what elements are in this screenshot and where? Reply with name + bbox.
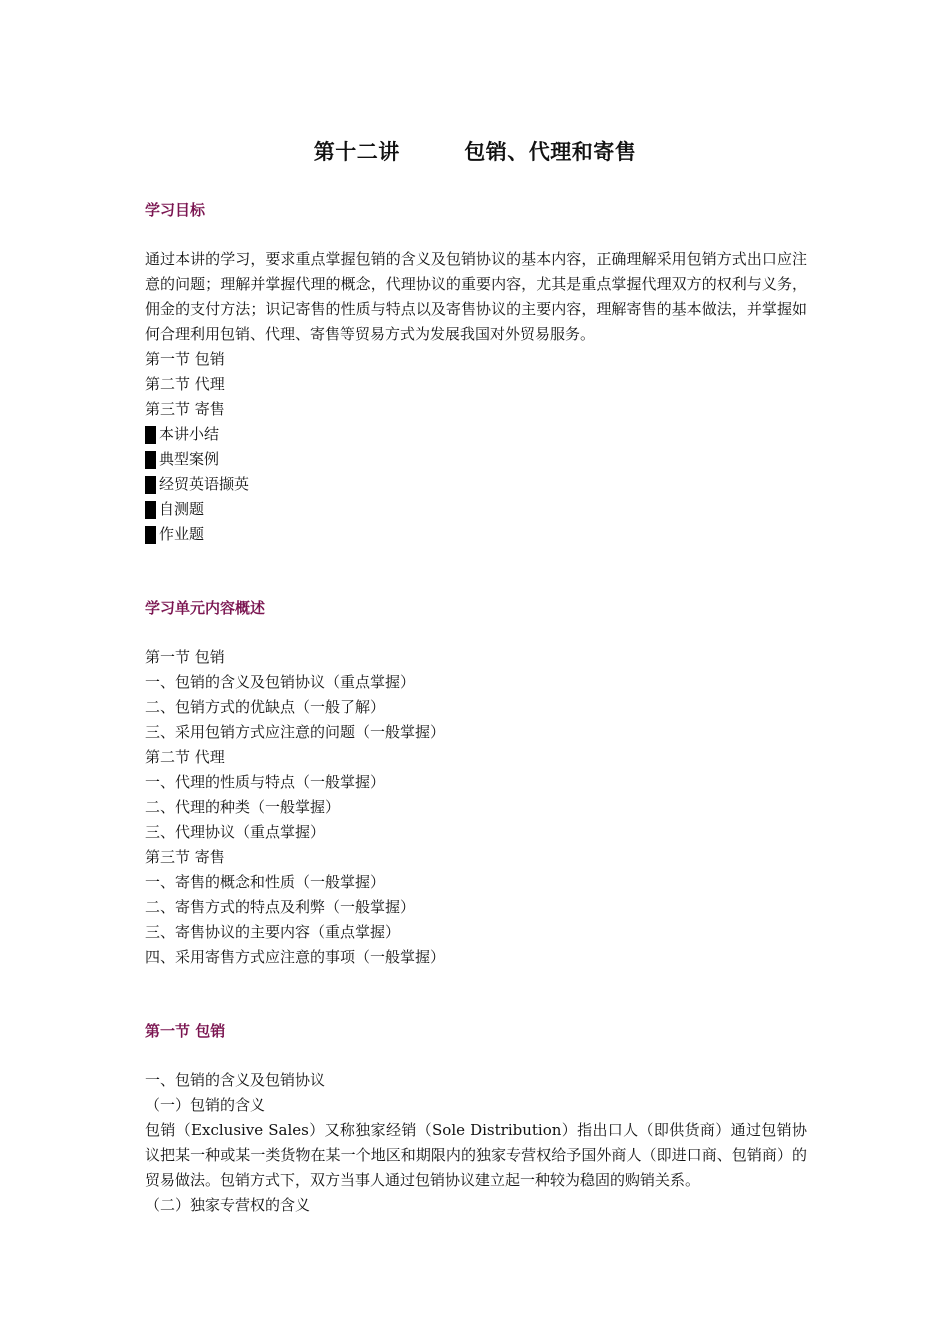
section1-line-3: （二）独家专营权的含义 — [145, 1196, 311, 1214]
objectives-section-3: 第三节 寄售 — [145, 400, 225, 418]
bullet-item-homework — [145, 522, 807, 547]
objectives-block — [145, 247, 807, 547]
overview-line: 第一节 包销 — [145, 648, 225, 666]
objectives-paragraph: 通过本讲的学习，要求重点掌握包销的含义及包销协议的基本内容，正确理解采用包销方式出口应注意的问题；理解并掌握代理的概念，代理协议的重要内容，尤其是重点掌握代理双方的权利与义务，佣金的支付方法；识记寄售的性质与特点以及寄售协议的主要内容，理解寄售的基本做法，并掌握如何合理利用包销、代理、寄售等贸易方式为发展我国对外贸易服务。 — [145, 250, 807, 343]
objectives-section-1: 第一节 包销 — [145, 350, 225, 368]
overview-line: 三、采用包销方式应注意的问题（一般掌握） — [145, 723, 446, 741]
objectives-heading: 学习目标 — [145, 201, 206, 219]
overview-line: 二、包销方式的优缺点（一般了解） — [145, 698, 386, 716]
black-square-icon — [145, 501, 156, 519]
black-square-icon — [145, 451, 156, 469]
overview-line: 二、寄售方式的特点及利弊（一般掌握） — [145, 898, 416, 916]
bullet-item-label: 本讲小结 — [159, 425, 220, 443]
black-square-icon — [145, 426, 156, 444]
section1-line-2: （一）包销的含义 — [145, 1096, 266, 1114]
section1-line-1: 一、包销的含义及包销协议 — [145, 1071, 326, 1089]
overview-line: 第三节 寄售 — [145, 848, 225, 866]
overview-block — [145, 645, 807, 970]
overview-line: 一、寄售的概念和性质（一般掌握） — [145, 873, 386, 891]
overview-line: 三、代理协议（重点掌握） — [145, 823, 326, 841]
objectives-section-2: 第二节 代理 — [145, 375, 225, 393]
page-title: 第十二讲 包销、代理和寄售 — [313, 139, 637, 164]
overview-line: 一、包销的含义及包销协议（重点掌握） — [145, 673, 416, 691]
bullet-item-summary — [145, 422, 807, 447]
black-square-icon — [145, 526, 156, 544]
overview-line: 第二节 代理 — [145, 748, 225, 766]
bullet-item-label: 作业题 — [159, 525, 205, 543]
bullet-item-label: 自测题 — [159, 500, 205, 518]
overview-line: 一、代理的性质与特点（一般掌握） — [145, 773, 386, 791]
overview-heading: 学习单元内容概述 — [145, 599, 266, 617]
section1-paragraph: 包销（Exclusive Sales）又称独家经销（Sole Distribution）指出口人（即供货商）通过包销协议把某一种或某一类货物在某一个地区和期限内的独家专营权给予国外商人（即进口商、包销商）的贸易做法。包销方式下，双方当事人通过包销协议建立起一种较为稳固的购销关系。 — [145, 1121, 807, 1189]
overview-line: 四、采用寄售方式应注意的事项（一般掌握） — [145, 948, 446, 966]
bullet-item-selftest — [145, 497, 807, 522]
bullet-item-english — [145, 472, 807, 497]
overview-line: 三、寄售协议的主要内容（重点掌握） — [145, 923, 401, 941]
overview-line: 二、代理的种类（一般掌握） — [145, 798, 341, 816]
section1-block — [145, 1068, 807, 1218]
section1-heading: 第一节 包销 — [145, 1022, 226, 1040]
bullet-item-label: 经贸英语撷英 — [159, 475, 250, 493]
bullet-item-label: 典型案例 — [159, 450, 220, 468]
bullet-item-cases — [145, 447, 807, 472]
black-square-icon — [145, 476, 156, 494]
